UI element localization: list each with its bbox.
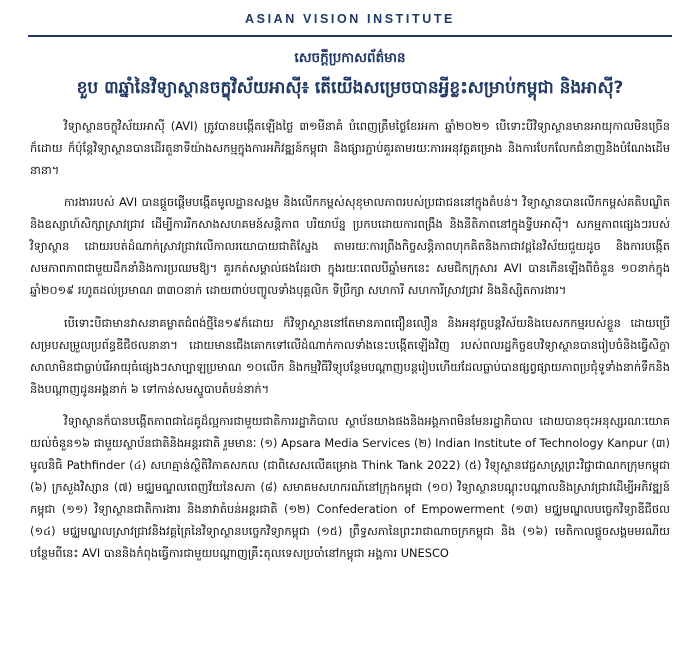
paragraph-1: វិទ្យាស្ថានចក្ខុវិស័យអាស៊ី (AVI) ត្រូវបានបង្កើតឡើងថ្ងៃ ៣១មីនាគំ បំពេញត្រឹមថ្ងៃខែរអកា ឆ្នាំ២០២១ បើទោះបីវិទ្យាស្ថានមានអាយុកាលមិនច្រើនក៏ដោយ ក៏ប៉ុន្តែវិទ្យាស្ថានបានដើរតួនាទីយ៉ាងសកម្មក្នុងការអភិវឌ្ឍន៍កម្ពុជា និងផ្សារភ្ជាប់គួរតាមរយៈការអនុវត្តគម្រោង និងការបែកលែកជំនាញនិងបំណែងដើមនានា។ [30,118,670,177]
page-title: ខួប ៣ឆ្នាំនៃវិទ្យាស្ថានចក្ខុវិស័យអាស៊ី៖ តើយើងសម្រេចបានអ្វីខ្លះសម្រាប់កម្ពុជា និងអាស៊ី? [76,78,624,99]
organization-name: ASIAN VISION INSTITUTE [245,12,455,26]
paragraph-2: ការងាររបស់ AVI បានផ្ដួចផ្ដើមបង្កើតមូលដ្ឋានសង្គម និងលើកកម្ពស់សុខុមាលភាពរបស់ប្រជាជននៅក្នុងតំបន់។ វិទ្យាស្ថានបានលើកកម្ពស់គតិបណ្ឌិត និងឧស្សាហ៍សិក្សាស្រាវជ្រាវ ដើម្បីការរីកសាងសហគមន៍សន្តិភាព បរិយាប័ន្ន ប្រកបដោយការពង្រឹង និងនីតិភាពនៅក្នុងទ្វីបអាស៊ី។ សកម្មភាពផ្សេងៗរបស់វិទ្យាស្ថាន ដោយរបត់ដំណាក់ស្រាវជ្រាវលើកាលរយោបាយជាតិស្នែង តាមរយៈការព្រឹងកិច្ចសន្តិភាពហុកគិតនិងកាជាវដ្តនៃវិស័យជួយដូច និងការបង្កើតសមភាពភាពជាមួយដឹកនាំនិងការប្រឈមឱ្យ។ គួរកត់សម្គាល់ផងដែរថា ក្នុងរយៈពេលបីឆ្នាំមកនេះ សមជិកក្រុសារ AVI បានកើនឡើងពីចំនួន ១០នាក់ក្នុងឆ្នាំ២០១៩ រហូតដល់ប្រមាណ ៣៣០នាក់ ដោយពាប់បញ្ចូលទាំងបុគ្គលិក ទីប្រឹក្សា សហការី សហការីស្រាវជ្រាវ និងនិស្សិតការងារ។ [30,195,670,298]
brand-header [28,0,672,37]
headline-block [28,48,672,103]
document-kicker: សេចក្តីប្រកាសព័ត៌មាន [294,50,406,66]
paragraph-4: វិទ្យាស្ថានក៏បានបង្កើតភាពជាដៃគូដ៏ល្អការជាមួយជាតិការរដ្ឋាភិបាល ស្ថាប័នយាងផងនិងអង្គភាពមិនមែនរដ្ឋាភិបាល ដោយបានចុះអនុស្សរណៈយោគយល់ចំនួន១៦ ជាមួយស្ថាប័នជាតិនិងអន្តរជាតិ រួមមានៈ (១) Apsara Media Services (២) Indian Institute of Technology Kanpur (៣) មូលនិធិ Pathfinder (៤) សហគ្មាន់ស្ថិតិវិភាគសកល (ជាពិសេសលើគម្រោង Think Tank 2022) (៥) វិទ្យុស្ថានវេជ្ជសាស្ត្រព្រះវិជ្ជាជាណកក្រុមកម្ពុជា (៦) ក្រសួងវិស្សាន (៧) មជ្ឈមណ្ឌលពេញវ័យនៃសភា (៨) សមាគមសហករណ៍នៅក្រុងកម្ពុជា (១០) វិទ្យាស្ថានបណ្ដុះបណ្ដាលនិងស្រាវជ្រាវដើម្បីអភិវឌ្ឍន៍កម្ពុជា (១១) វិទ្យាស្ថានជាតិការងារ និងនាវាតំបន់អន្តរជាតិ (១២) Confederation of Empowerment (១៣) មជ្ឈមណ្ឌលបច្ចេកវិទ្យាឌីជីថល (១៤) មជ្ឈមណ្ឌលស្រាវជ្រាវនិងវគ្គត្រៃនៃវិទ្យាស្ថានបច្ចេកវិទ្យាកម្ពុជា (១៥) ព្រឹទ្ធសភានៃព្រះរាជាណាចក្រកម្ពុជា និង (១៦) មេតិកាលផ្ដួចសង្គមមរណីយ បន្ថែមពីនេះ AVI បាននិងកំពុងធ្វើការជាមួយបណ្ដាញគ្រឹះតុលទេសប្រចាំនៅកម្ពុជា អង្គការ UNESCO [30,414,670,560]
header-divider [28,35,672,37]
article-body [28,116,672,565]
paragraph-3: បើទោះបីជាមានវាសនាគម្លាតជំពង់ថ្មីនៃ១៩ក៏ដោយ ក៏វិទ្យាស្ថាននៅតែមានភាពជឿនលឿន និងអនុវត្តបន្តវិស័យនិងបេសកកម្មរបស់ខ្លួន ដោយប្រើសម្របសម្រួលប្រព័ន្ធឌីជីថលនានា។ ដោយមានជើងគោកទៅលើដំណាក់កាលទាំងនេះបង្កើតឡើងវិញ របស់ពលរដ្ឋកិច្ចឧបវិទ្យាស្ថានបានរៀបចំនិងធ្វើសិក្ខាសាលាមិនជាធ្លាប់រើអាយុធំផ្សេងៗសាប្បាឡប្រមាណ ១០លើក និងកម្មវិធីវិទ្យុបន្ថែមបណ្ដាញបន្តរៀបហើយដែលធ្លាប់បានផ្សព្វផ្សាយភាពប្រជុំទូទាំងនាក់ទឹកនិង និងបណ្ដាញដូនអង្គនាក់ ៦ ទៅកាន់សមស្នួបាបតំបន់នាក់។ [30,315,670,396]
page-bottom-edge [0,654,700,660]
